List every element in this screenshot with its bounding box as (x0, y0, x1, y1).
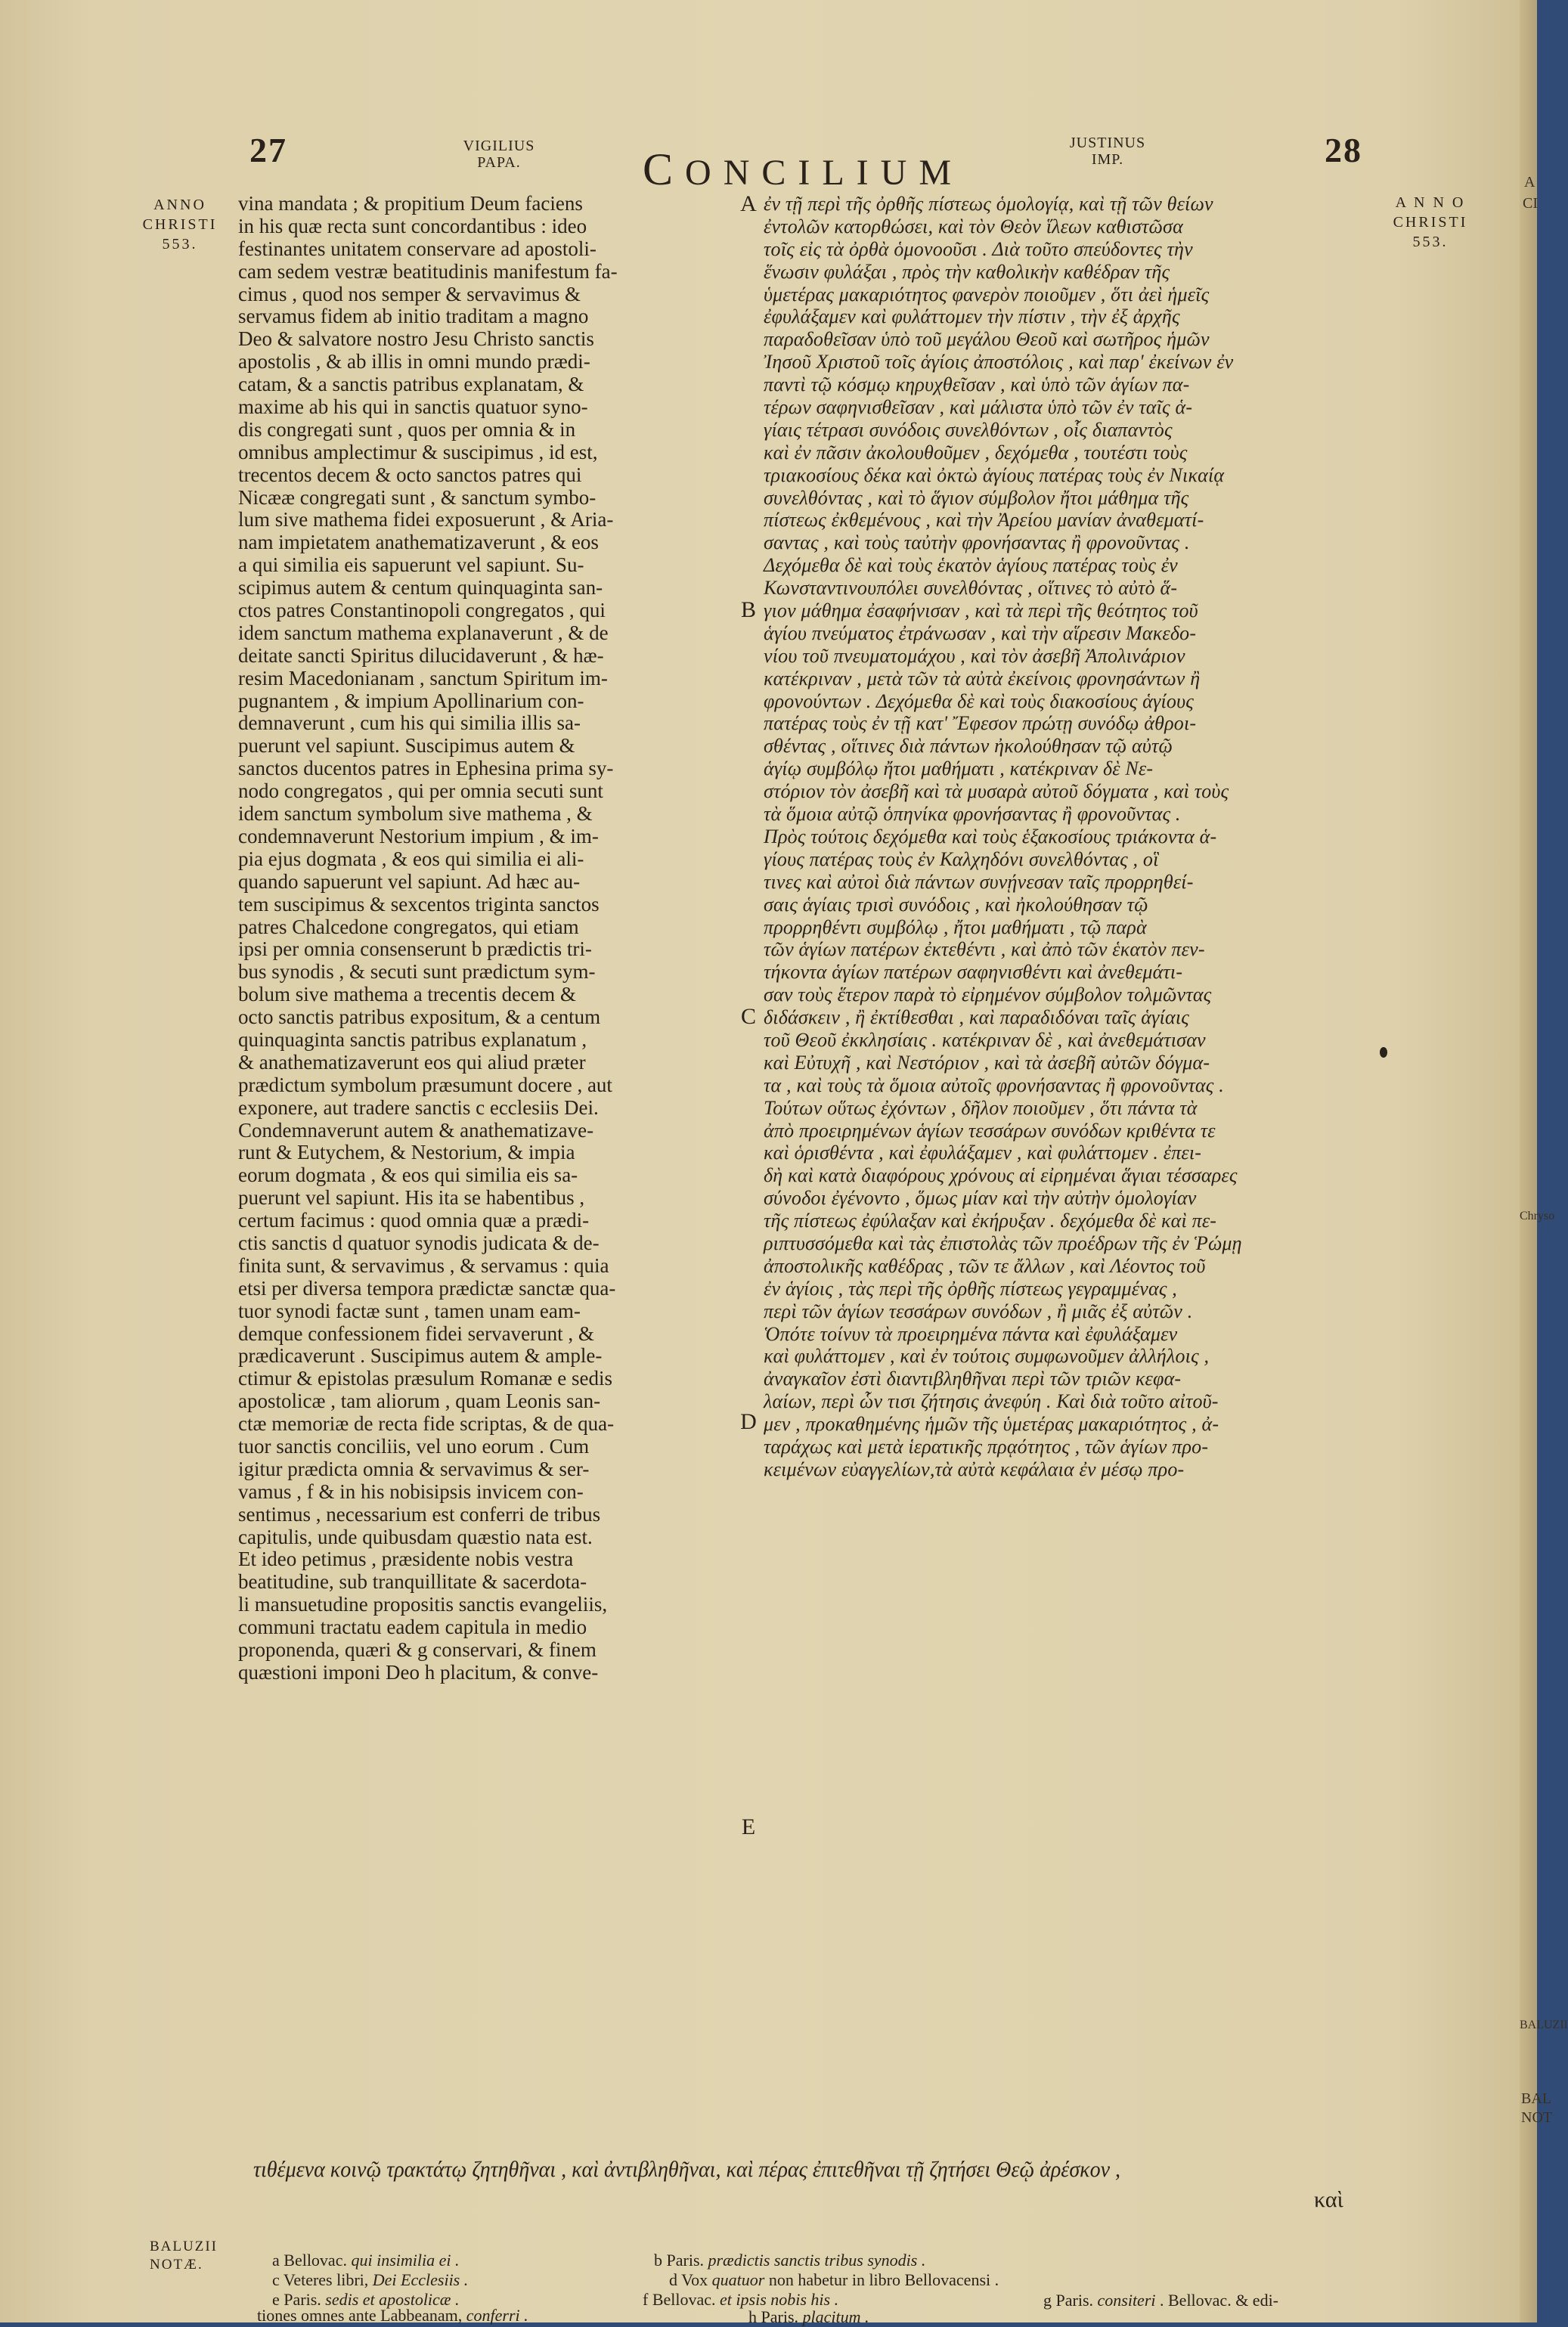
greek-text-line: ἀποστολικῆς καθέδρας , τῶν τε ἄλλων , καὶ Λέοντος τοῦ (764, 1254, 1206, 1277)
greek-text-line: καὶ Εὐτυχῆ , καὶ Νεστόριον , καὶ τὰ ἀσεβῆ αὐτῶν δόγμα- (764, 1051, 1210, 1074)
margin-note-line: ANNO (153, 197, 206, 213)
greek-text-line: πίστεως ἐκθεμένους , καὶ τὴν Ἀρείου μανίαν ἀναθεματί- (764, 509, 1204, 531)
greek-text-line: ἀπὸ προειρημένων ἁγίων τεσσάρων συνόδων κριθέντα τε (764, 1119, 1216, 1142)
greek-text-line: καὶ ὁρισθέντα , καὶ ἐφυλάξαμεν , καὶ φυλάττομεν . ἐπει- (764, 1142, 1202, 1164)
running-title-initial: C (643, 144, 686, 194)
greek-text-line: σαν τοὺς ἕτερον παρὰ τὸ εἰρημένον σύμβολον τολμῶντας (764, 984, 1212, 1006)
greek-text-line: παντὶ τῷ κόσμῳ κηρυχθεῖσαν , καὶ ὑπὸ τῶν ἁγίων πα- (764, 373, 1190, 396)
greek-text-line: σύνοδοι ἐγένοντο , ὅμως μίαν καὶ τὴν αὐτὴν ὁμολογίαν (764, 1187, 1197, 1210)
greek-text-line: γίαις τέτρασι συνόδοις συνελθόντων , οἷς διαπαντὸς (764, 418, 1173, 441)
greek-text-line: σαις ἁγίαις τρισὶ συνόδοις , καὶ ἠκολούθησαν τῷ (764, 893, 1148, 916)
latin-text-line: proponenda, quæri & g conservari, & finem (238, 1638, 597, 1661)
latin-text-line: quinquaginta sanctis patribus explanatum , (238, 1027, 587, 1051)
latin-text-line: ctis sanctis d quatuor synodis judicata & de- (238, 1231, 600, 1254)
notes-label-line: BALUZII (150, 2239, 218, 2254)
running-label-line: VIGILIUS (463, 138, 535, 154)
latin-text-line: puerunt vel sapiunt. Suscipimus autem & (238, 734, 575, 758)
latin-text-line: vina mandata ; & propitium Deum faciens (238, 192, 583, 215)
right-running-label (1055, 135, 1161, 168)
greek-text-line: Δεχόμεθα δὲ καὶ τοὺς ἑκατὸν ἁγίους πατέρας τοὺς ἐν (764, 554, 1178, 577)
latin-text-line: Condemnaverunt autem & anathematizave- (238, 1118, 594, 1142)
section-letter-c: C (740, 1004, 756, 1029)
latin-text-line: pia ejus dogmata , & eos qui similia ei ali- (238, 847, 584, 870)
latin-text-line: scipimus autem & centum quinquaginta san- (238, 576, 603, 600)
latin-text-line: pugnantem , & impium Apollinarium con- (238, 689, 584, 712)
greek-text-line: νίου τοῦ πνευματομάχου , καὶ τὸν ἀσεβῆ Ἀπολινάριον (764, 644, 1185, 667)
greek-text-line: τοῖς εἰς τὰ ὀρθὰ ὁμονοοῦσι . Διὰ τοῦτο σπεύδοντες τὴν (764, 237, 1193, 260)
latin-text-line: cam sedem vestræ beatitudinis manifestum fa- (238, 259, 618, 283)
footnote-h (748, 2307, 869, 2327)
greek-text-line: γίους πατέρας τοὺς ἐν Καλχηδόνι συνελθόντας , οἳ (764, 847, 1159, 870)
footnote-d (669, 2270, 999, 2290)
footnote-italic: sedis et apostolicæ . (325, 2290, 460, 2309)
latin-text-line: ipsi per omnia consenserunt b prædictis tri- (238, 937, 592, 961)
footnote-a (272, 2251, 459, 2270)
latin-text-line: resim Macedonianam , sanctum Spiritum im- (238, 666, 608, 689)
greek-text-line: φρονούντων . Δεχόμεθα δὲ καὶ τοὺς διακοσίους ἁγίους (764, 689, 1194, 712)
footnote-italic: consiteri (1097, 2291, 1156, 2310)
latin-text-line: condemnaverunt Nestorium impium , & im- (238, 824, 599, 847)
footnote-mark: f (643, 2290, 649, 2309)
latin-text-line: sentimus , necessarium est conferri de tribus (238, 1502, 601, 1526)
edge-text: BALUZII (1520, 2019, 1568, 2031)
footnote-italic: quatuor (711, 2270, 765, 2289)
latin-text-line: quæstioni imponi Deo h placitum, & conve- (238, 1660, 599, 1684)
greek-text-line: ταράχως καὶ μετὰ ἱερατικῆς πρᾳότητος , τῶν ἁγίων προ- (764, 1435, 1209, 1458)
greek-text-line: ἐντολῶν κατορθώσει, καὶ τὸν Θεὸν ἵλεων καθιστῶσα (764, 215, 1183, 237)
footnote-text: Bellovac. (652, 2290, 716, 2309)
footnote-mark: h (748, 2307, 757, 2326)
latin-text-line: capitulis, unde quibusdam quæstio nata est. (238, 1525, 593, 1548)
margin-note-line: 553. (1412, 234, 1449, 250)
latin-text-line: trecentos decem & octo sanctos patres qui (238, 463, 582, 486)
greek-text-line: λαίων, περὶ ὧν τισι ζήτησις ἀνεφύη . Καὶ διὰ τοῦτο αἰτοῦ- (764, 1390, 1219, 1413)
greek-text-line: τριακοσίους δέκα καὶ ὀκτὼ ἁγίους πατέρας τοὺς ἐν Νικαίᾳ (764, 463, 1225, 486)
latin-text-column (238, 193, 722, 2151)
footnote-mark: d (669, 2270, 677, 2289)
latin-text-line: in his quæ recta sunt concordantibus : ideo (238, 214, 587, 237)
latin-text-line: demque confessionem fidei servaverunt , & (238, 1322, 594, 1345)
footnote-text-2: non habetur in libro Bellovacensi . (768, 2270, 999, 2289)
latin-text-line: li mansuetudine propositis sanctis evangeliis, (238, 1593, 608, 1616)
latin-text-line: eorum dogmata , & eos qui similia eis sa- (238, 1164, 578, 1187)
footnote-mark: c (272, 2270, 280, 2289)
running-label-line: IMP. (1091, 151, 1124, 168)
latin-text-line: idem sanctum mathema explanaverunt , & de (238, 621, 609, 644)
latin-text-line: octo sanctis patribus expositum, & a centum (238, 1005, 601, 1029)
latin-text-line: Deo & salvatore nostro Jesu Christo sanctis (238, 327, 594, 351)
footnote-mark: a (272, 2251, 280, 2270)
latin-text-line: apostolis , & ab illis in omni mundo prædi- (238, 350, 590, 373)
greek-text-line: τινες καὶ αὐτοὶ διὰ πάντων συνῄνεσαν ταῖς προρρηθεί- (764, 870, 1194, 893)
footnote-c (272, 2270, 468, 2290)
footnote-text: Veteres libri, (283, 2270, 369, 2289)
footnote-italic: placitum . (802, 2307, 869, 2326)
greek-text-line: ἐφυλάξαμεν καὶ φυλάττομεν τὴν πίστιν , τὴν ἐξ ἀρχῆς (764, 305, 1180, 328)
greek-text-line: τοῦ Θεοῦ ἐκκλησίαις . κατέκριναν δὲ , καὶ ἀνεθεμάτισαν (764, 1028, 1206, 1051)
latin-text-line: tuor sanctis conciliis, vel uno eorum . Cum (238, 1434, 590, 1458)
section-letter-a: A (740, 191, 757, 216)
greek-text-line: προρρηθέντι συμβόλῳ , ἤτοι μαθήματι , τῷ παρὰ (764, 916, 1147, 938)
greek-text-line: δὴ καὶ κατὰ διαφόρους χρόνους αἱ εἰρημέναι ἅγιαι τέσσαρες (764, 1164, 1238, 1187)
latin-text-line: certum facimus : quod omnia quæ a prædi- (238, 1209, 590, 1232)
greek-text-line: τὰ ὅμοια αὐτῷ ὁπηνίκα φρονήσαντας ἢ φρονοῦντας . (764, 803, 1181, 826)
latin-text-line: patres Chalcedone congregatos, qui etiam (238, 915, 579, 938)
greek-text-line: γιον μάθημα ἐσαφήνισαν , καὶ τὰ περὶ τῆς θεότητος τοῦ (764, 600, 1198, 622)
right-page-number: 28 (1325, 131, 1362, 169)
latin-text-line: cimus , quod nos semper & servavimus & (238, 282, 581, 305)
latin-text-line: ctos patres Constantinopoli congregatos , qui (238, 599, 606, 622)
greek-text-line: τέρων σαφηνισθεῖσαν , καὶ μάλιστα ὑπὸ τῶν ἐν ταῖς ἁ- (764, 396, 1193, 419)
latin-text-line: ctimur & epistolas præsulum Romanæ e sedis (238, 1367, 612, 1390)
latin-text-line: runt & Eutychem, & Nestorium, & impia (238, 1141, 575, 1164)
notes-label (150, 2238, 218, 2274)
latin-text-line: idem sanctum symbolum sive mathema , & (238, 802, 593, 826)
ink-mark (1380, 1047, 1387, 1058)
greek-text-line: ὑμετέρας μακαριότητος φανερὸν ποιοῦμεν , ὅτι ἀεὶ ἡμεῖς (764, 283, 1210, 305)
latin-text-line: beatitudine, sub tranquillitate & sacerdota- (238, 1570, 587, 1594)
notes-label-line: NOTÆ. (150, 2257, 203, 2273)
latin-text-line: demnaverunt , cum his qui similia illis sa- (238, 711, 581, 735)
footnote-text: Paris. (761, 2307, 798, 2326)
latin-text-line: prædicaverunt . Suscipimus autem & ample- (238, 1344, 603, 1368)
greek-text-line: τῶν ἁγίων πατέρων ἐκτεθέντι , καὶ ἀπὸ τῶν ἑκατὸν πεν- (764, 938, 1205, 961)
greek-text-line: ριπτυσσόμεθα καὶ τὰς ἐπιστολὰς τῶν προέδρων τῆς ἐν Ῥώμῃ (764, 1232, 1242, 1254)
greek-text-line: ἐν ἁγίοις , τὰς περὶ τῆς ὀρθῆς πίστεως γεγραμμένας , (764, 1277, 1177, 1300)
latin-text-line: sanctos ducentos patres in Ephesina prima sy- (238, 757, 614, 780)
left-margin-note (135, 195, 225, 254)
greek-end-mark: καὶ (1314, 2187, 1343, 2212)
greek-text-column (764, 193, 1377, 2151)
section-letter-e: E (741, 1814, 756, 1839)
running-title (643, 144, 964, 196)
latin-text-line: a qui similia eis sapuerunt vel sapiunt. Su- (238, 553, 584, 577)
greek-text-line: συνελθόντας , καὶ τὸ ἅγιον σύμβολον ἤτοι μάθημα τῆς (764, 486, 1189, 509)
greek-text-line: στόριον τὸν ἀσεβῆ καὶ τὰ μυσαρὰ αὐτοῦ δόγματα , καὶ τοὺς (764, 780, 1229, 803)
greek-text-line: Ὁπότε τοίνυν τὰ προειρημένα πάντα καὶ ἐφυλάξαμεν (764, 1322, 1178, 1345)
section-letter-b: B (740, 597, 756, 622)
latin-text-line: deitate sancti Spiritus dilucidaverunt , & hæ- (238, 643, 604, 667)
footnote-text: Paris. (284, 2290, 321, 2309)
greek-text-line: Κωνσταντινουπόλει συνελθόντας , οἵτινες τὸ αὐτὸ ἅ- (764, 577, 1178, 600)
greek-text-line: περὶ τῶν ἁγίων τεσσάρων συνόδων , ἢ μιᾶς ἐξ αὐτῶν . (764, 1300, 1193, 1322)
greek-text-line: ἐν τῇ περὶ τῆς ὀρθῆς πίστεως ὁμολογίᾳ, καὶ τῇ τῶν θείων (764, 193, 1213, 215)
running-label-line: JUSTINUS (1069, 135, 1146, 151)
latin-text-line: communi tractatu eadem capitula in medio (238, 1616, 587, 1639)
greek-text-line: σαντας , καὶ τοὺς ταὐτὴν φρονήσαντας ἢ φρονοῦντας . (764, 531, 1190, 554)
latin-text-line: vamus , f & in his nobisipsis invicem con- (238, 1480, 584, 1503)
next-page-edge (1520, 0, 1548, 2322)
latin-text-line: lum sive mathema fidei exposuerunt , & Aria- (238, 508, 614, 531)
footnote-text-2: . Bellovac. & edi- (1160, 2291, 1279, 2310)
latin-text-line: omnibus amplectimur & suscipimus , id est, (238, 440, 598, 463)
greek-text-line: τῆς πίστεως ἐφύλαξαν καὶ ἐκήρυξαν . δεχόμεθα δὲ καὶ πε- (764, 1210, 1217, 1232)
running-title-rest: ONCILIUM (685, 153, 964, 193)
greek-text-line: ἕνωσιν φυλάξαι , πρὸς τὴν καθολικὴν καθέδραν τῆς (764, 260, 1170, 283)
footnote-text: Vox (681, 2270, 708, 2289)
footnote-text: Bellovac. (284, 2251, 347, 2270)
latin-text-line: ctæ memoriæ de recta fide scriptas, & de qua- (238, 1412, 615, 1436)
footnote-g (1043, 2291, 1278, 2310)
greek-text-line: μεν , προκαθημένης ἡμῶν τῆς ὑμετέρας μακαριότητος , ἀ- (764, 1413, 1219, 1436)
latin-text-line: quando sapuerunt vel sapiunt. Ad hæc au- (238, 869, 581, 893)
latin-text-line: tem suscipimus & sexcentos triginta sanctos (238, 892, 600, 916)
margin-note-line: 553. (162, 236, 198, 253)
edge-text: BAL (1521, 2090, 1551, 2107)
latin-text-line: maxime ab his qui in sanctis quatuor syno- (238, 395, 588, 419)
latin-text-line: festinantes unitatem conservare ad apostoli- (238, 237, 597, 260)
latin-text-line: nam impietatem anathematizaverunt , & eos (238, 531, 599, 554)
latin-text-line: prædictum symbolum præsumunt docere , aut (238, 1073, 612, 1096)
edge-text: CI (1523, 195, 1538, 212)
margin-note-line: A N N O (1395, 194, 1466, 211)
edge-text: A (1524, 174, 1535, 191)
footnote-g-continued (257, 2306, 528, 2325)
edge-text: Chryso (1520, 1210, 1555, 1222)
edge-text: NOT (1521, 2109, 1553, 2126)
latin-text-line: Nicææ congregati sunt , & sanctum symbo- (238, 485, 597, 509)
footnote-mark: e (272, 2290, 280, 2309)
footnote-mark: g (1043, 2291, 1052, 2310)
footnote-text: Paris. (1055, 2291, 1093, 2310)
latin-text-line: bus synodis , & secuti sunt prædictum sym- (238, 960, 596, 984)
latin-text-line: finita sunt, & servavimus , & servamus : quia (238, 1253, 609, 1277)
greek-text-line: Τούτων οὕτως ἐχόντων , δῆλον ποιοῦμεν , ὅτι πάντα τὰ (764, 1096, 1198, 1119)
latin-text-line: Et ideo petimus , præsidente nobis vestra (238, 1548, 574, 1571)
latin-text-line: apostolicæ , tam aliorum , quam Leonis san- (238, 1390, 601, 1413)
greek-text-line: καὶ φυλάττομεν , καὶ ἐν τούτοις συμφωνοῦμεν ἀλλήλοις , (764, 1345, 1210, 1368)
latin-text-line: dis congregati sunt , quos per omnia & in (238, 417, 576, 441)
right-margin-note (1385, 193, 1476, 252)
footnote-italic: conferri . (466, 2306, 528, 2325)
greek-text-line: ἁγίῳ συμβόλῳ ἤτοι μαθήματι , κατέκριναν δὲ Νε- (764, 758, 1154, 780)
greek-text-line: πατέρας τοὺς ἐν τῇ κατ' Ἔφεσον πρώτῃ συνόδῳ ἀθροι- (764, 712, 1197, 735)
latin-text-line: exponere, aut tradere sanctis c ecclesiis Dei. (238, 1095, 599, 1119)
left-running-label (446, 138, 552, 171)
greek-text-line: τήκοντα ἁγίων πατέρων σαφηνισθέντι καὶ ἀνεθεμάτι- (764, 961, 1183, 984)
footnote-italic: et ipsis nobis his . (720, 2290, 839, 2309)
footnote-italic: qui insimilia ei . (351, 2251, 460, 2270)
greek-text-line: Πρὸς τούτοις δεχόμεθα καὶ τοὺς ἑξακοσίους τριάκοντα ἁ- (764, 825, 1217, 847)
latin-text-line: etsi per diversa tempora prædictæ sanctæ qua- (238, 1276, 616, 1300)
greek-text-line: κειμένων εὐαγγελίων,τὰ αὐτὰ κεφάλαια ἐν μέσῳ προ- (764, 1458, 1185, 1480)
greek-full-width-line: τιθέμενα κοινῷ τρακτάτῳ ζητηθῆναι , καὶ ἀντιβληθῆναι, καὶ πέρας ἐπιτεθῆναι τῇ ζητήσει Θεῷ ἀρέσκον , (253, 2157, 1121, 2182)
margin-note-line: CHRISTI (142, 216, 218, 233)
footnote-text: tiones omnes ante Labbeanam, (257, 2306, 463, 2325)
running-label-line: PAPA. (477, 154, 521, 171)
greek-text-line: καὶ ἐν πᾶσιν ἀκολουθοῦμεν , δεχόμεθα , τουτέστι τοὺς (764, 441, 1188, 463)
left-page-number: 27 (249, 131, 287, 169)
footnote-italic: Dei Ecclesiis . (372, 2270, 469, 2289)
greek-text-line: Ἰησοῦ Χριστοῦ τοῖς ἁγίοις ἀποστόλοις , καὶ παρ' ἐκείνων ἐν (764, 351, 1234, 373)
latin-text-line: igitur prædicta omnia & servavimus & ser- (238, 1457, 590, 1480)
footnote-italic: prædictis sanctis tribus synodis . (708, 2251, 926, 2270)
margin-note-line: CHRISTI (1393, 214, 1468, 231)
footnote-b (654, 2251, 925, 2270)
latin-text-line: puerunt vel sapiunt. His ita se habentibus , (238, 1186, 585, 1210)
latin-text-line: & anathematizaverunt eos qui aliud præter (238, 1050, 586, 1074)
latin-text-line: bolum sive mathema a trecentis decem & (238, 983, 576, 1006)
latin-text-line: nodo congregatos , qui per omnia secuti sunt (238, 779, 603, 803)
latin-text-line: catam, & a sanctis patribus explanatam, & (238, 373, 584, 396)
greek-text-line: σθέντας , οἵτινες διὰ πάντων ἠκολούθησαν τῷ αὐτῷ (764, 735, 1173, 758)
greek-text-line: ἀναγκαῖον ἐστὶ διαντιβληθῆναι περὶ τῶν τριῶν κεφα- (764, 1368, 1182, 1390)
footnote-text: Paris. (666, 2251, 704, 2270)
greek-text-line: ἁγίου πνεύματος ἐτράνωσαν , καὶ τὴν αἵρεσιν Μακεδο- (764, 621, 1197, 644)
latin-text-line: tuor synodi factæ sunt , tamen unam eam- (238, 1299, 581, 1322)
greek-text-line: κατέκριναν , μετὰ τῶν τὰ αὐτὰ ἐκείνοις φρονησάντων ἢ (764, 667, 1201, 689)
footnote-mark: b (654, 2251, 662, 2270)
section-letter-d: D (740, 1409, 757, 1434)
greek-text-line: διδάσκειν , ἢ ἐκτίθεσθαι , καὶ παραδιδόναι ταῖς ἁγίαις (764, 1006, 1190, 1029)
latin-text-line: servamus fidem ab initio traditam a magno (238, 305, 589, 328)
greek-text-line: παραδοθεῖσαν ὑπὸ τοῦ μεγάλου Θεοῦ καὶ σωτῆρος ἡμῶν (764, 328, 1210, 351)
greek-text-line: τα , καὶ τοὺς τὰ ὅμοια αὐτοῖς φρονήσαντας ἢ φρονοῦντας . (764, 1074, 1224, 1096)
